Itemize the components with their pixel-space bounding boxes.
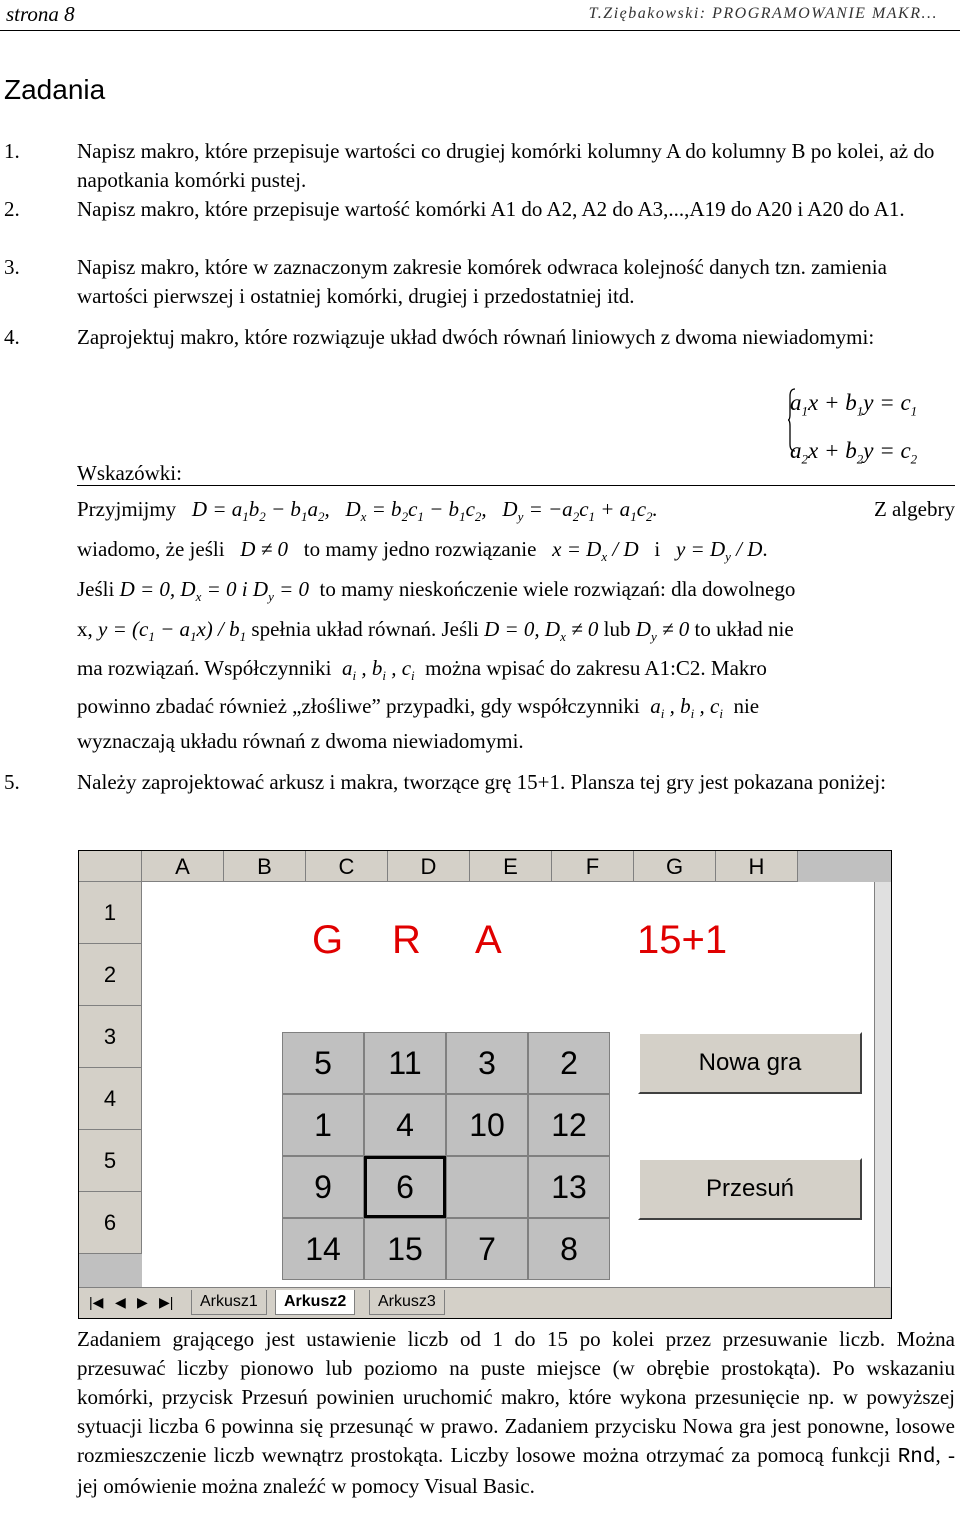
- board-tile[interactable]: 9: [282, 1156, 364, 1218]
- tab-arkusz2[interactable]: Arkusz2: [275, 1290, 355, 1315]
- column-header[interactable]: D: [388, 851, 470, 882]
- title-letter-r: R: [392, 918, 421, 962]
- board-tile[interactable]: 1: [282, 1094, 364, 1156]
- cell-grid[interactable]: [142, 882, 874, 1287]
- task-5: 5. Należy zaprojektować arkusz i makra, tworzące grę 15+1. Plansza tej gry jest pokazana poniżej:: [4, 770, 886, 794]
- game-board: [282, 1032, 612, 1282]
- sheet-tab-bar: [79, 1287, 890, 1318]
- board-tile[interactable]: 6: [364, 1156, 446, 1218]
- section-title: Zadania: [4, 74, 106, 105]
- equation-2: $a_2x + b_2y = c_2$: [790, 437, 918, 467]
- title-letter-a: A: [475, 918, 502, 962]
- formula-d: $D = a_1b_2 - b_1a_2$, $D_x = b_2c_1 - b_1c_2$, $D_y = -a_2c_1 + a_1c_2$.: [191, 497, 658, 525]
- empty-tile[interactable]: [446, 1156, 528, 1218]
- hint-line-2: wiadomo, że jeśli D ≠ 0 to mamy jedno rozwiązanie $x = D_x / D$ i $y = D_y / D$.: [77, 537, 768, 565]
- column-header[interactable]: C: [306, 851, 388, 882]
- column-header[interactable]: H: [716, 851, 798, 882]
- hint-line-1: Przyjmijmy $D = a_1b_2 - b_1a_2$, $D_x = b_2c_1 - b_1c_2$, $D_y = -a_2c_1 + a_1c_2$. Z algebry: [77, 497, 955, 525]
- task-2: 2. Napisz makro, które przepisuje wartość komórki A1 do A2, A2 do A3,...,A19 do A20 i A20 do A1.: [4, 197, 905, 221]
- task-1: 1. Napisz makro, które przepisuje wartości co drugiej komórki kolumny A do kolumny B po kolei, aż do napotkania komórki pustej.: [4, 139, 935, 192]
- equation-1: $a_1x + b_1y = c_1$: [790, 390, 918, 419]
- row-header[interactable]: 2: [79, 944, 142, 1006]
- board-tile[interactable]: 12: [528, 1094, 610, 1156]
- task-3: 3. Napisz makro, które w zaznaczonym zakresie komórek odwraca kolejność danych tzn. zamienia wartości pierwszej i ostatniej komórki, drugiej i przedostatniej itd.: [4, 255, 887, 308]
- prev-sheet-icon[interactable]: ◀: [115, 1294, 126, 1310]
- column-header[interactable]: B: [224, 851, 306, 882]
- column-header[interactable]: E: [470, 851, 552, 882]
- divider: [77, 485, 955, 486]
- function-name: Rnd: [897, 1446, 936, 1469]
- board-tile[interactable]: 3: [446, 1032, 528, 1094]
- hint-line-5: ma rozwiązań. Współczynniki $a_i$ , $b_i$ , $c_i$ można wpisać do zakresu A1:C2. Makro: [77, 656, 767, 684]
- new-game-button[interactable]: Nowa gra: [638, 1032, 862, 1094]
- board-tile[interactable]: 14: [282, 1218, 364, 1280]
- column-header[interactable]: F: [552, 851, 634, 882]
- move-button[interactable]: Przesuń: [638, 1158, 862, 1220]
- row-header[interactable]: 1: [79, 882, 142, 944]
- column-header[interactable]: A: [142, 851, 224, 882]
- title-letter-g: G: [312, 918, 344, 962]
- hint-line-6: powinno zbadać również „złośliwe” przypadki, gdy współczynniki $a_i$ , $b_i$ , $c_i$ nie: [77, 694, 760, 722]
- first-sheet-icon[interactable]: |◀: [89, 1294, 104, 1310]
- board-tile[interactable]: 15: [364, 1218, 446, 1280]
- board-tile[interactable]: 4: [364, 1094, 446, 1156]
- hint-line-7: wyznaczają układu równań z dwoma niewiadomymi.: [77, 729, 524, 753]
- board-tile[interactable]: 11: [364, 1032, 446, 1094]
- page-number: strona 8: [6, 2, 75, 26]
- board-tile[interactable]: 10: [446, 1094, 528, 1156]
- hint-heading: Wskazówki:: [77, 461, 182, 485]
- next-sheet-icon[interactable]: ▶: [137, 1294, 148, 1310]
- board-tile[interactable]: 7: [446, 1218, 528, 1280]
- row-header[interactable]: 4: [79, 1068, 142, 1130]
- column-header[interactable]: G: [634, 851, 716, 882]
- tab-arkusz1[interactable]: Arkusz1: [191, 1290, 267, 1315]
- page-header: [0, 0, 960, 31]
- board-tile[interactable]: 8: [528, 1218, 610, 1280]
- board-tile[interactable]: 5: [282, 1032, 364, 1094]
- spreadsheet: [78, 850, 892, 1319]
- row-header[interactable]: 3: [79, 1006, 142, 1068]
- vertical-scrollbar[interactable]: [874, 882, 891, 1287]
- hint-line-3: Jeśli D = 0, $D_x = 0$ i $D_y = 0$ to mamy nieskończenie wiele rozwiązań: dla dowolnego: [77, 577, 796, 605]
- task-4: 4. Zaprojektuj makro, które rozwiązuje układ dwóch równań liniowych z dwoma niewiadomymi:: [4, 325, 875, 349]
- board-tile[interactable]: 13: [528, 1156, 610, 1218]
- board-tile[interactable]: 2: [528, 1032, 610, 1094]
- row-header[interactable]: 5: [79, 1130, 142, 1192]
- title-game: 15+1: [637, 918, 728, 962]
- select-all-corner[interactable]: [79, 851, 142, 882]
- equation-system: [790, 383, 917, 478]
- game-description: Zadaniem grającego jest ustawienie liczb od 1 do 15 po kolei przez przesuwanie liczb. Można przesuwać liczby pionowo lub poziomo na puste miejsce (w obrębie prostokąta). Po wskazaniu komórki, przycisk Przesuń powinien uruchomić makro, które wykona przesunięcie np. w powyższej sytuacji liczba 6 powinna się przesunąć w prawo. Zadaniem przycisku Nowa gra jest ponowne, losowe rozmieszczenie liczb wewnątrz prostokąta. Liczby losowe można otrzymać za pomocą funkcji Rnd, - jej omówienie można znaleźć w pomocy Visual Basic.: [77, 1327, 955, 1498]
- last-sheet-icon[interactable]: ▶|: [159, 1294, 174, 1310]
- tab-arkusz3[interactable]: Arkusz3: [369, 1290, 445, 1315]
- hint-line-4: x, $y = (c_1 - a_1x) / b_1$ spełnia układ równań. Jeśli D = 0, $D_x \ne 0$ lub $D_y \ne 0$ to układ nie: [77, 617, 794, 645]
- running-title: T.Ziębakowski: PROGRAMOWANIE MAKR...: [588, 5, 938, 22]
- row-header[interactable]: 6: [79, 1192, 142, 1254]
